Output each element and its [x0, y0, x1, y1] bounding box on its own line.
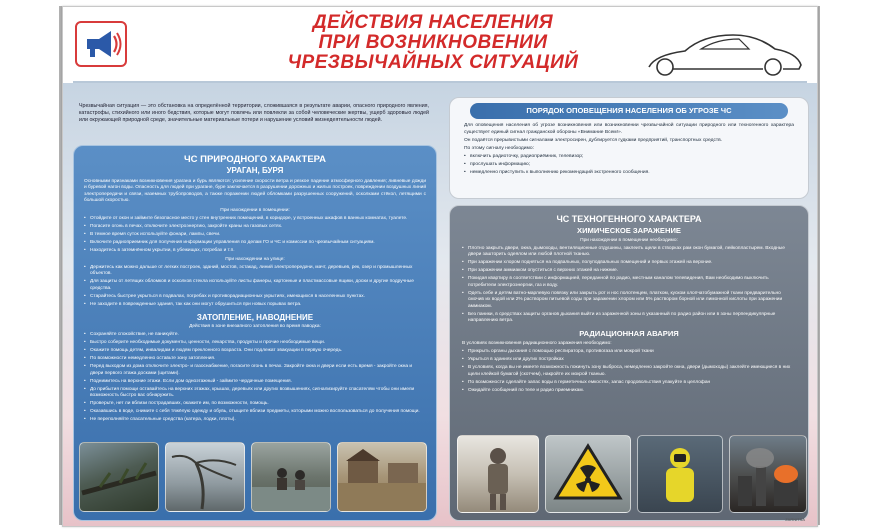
title-line: ДЕЙСТВИЯ НАСЕЛЕНИЯ	[312, 12, 554, 33]
list-item: • Плотно закрыть двери, окна, дымоходы, вентиляционные отдушины, заклеить щели в створках рам окон бумагой, лейкопластырем. Входные двери зашторить одеялом или любой плотной тканью.	[462, 246, 796, 259]
flood-intro: Действия в зоне внезапного затопления во время паводка:	[189, 324, 321, 330]
alert-header-bar	[470, 103, 788, 119]
chemical-heading: ХИМИЧЕСКОЕ ЗАРАЖЕНИЕ	[577, 226, 681, 235]
radiation-intro: В условиях возникновения радиационного заражения необходимо:	[462, 341, 612, 347]
page-title	[193, 13, 673, 73]
megaphone-icon	[77, 23, 125, 65]
list-item: • немедленно приступить к выполнению рекомендаций экстренного сообщения.	[464, 170, 794, 177]
technogenic-heading: ЧС ТЕХНОГЕННОГО ХАРАКТЕРА	[556, 214, 702, 224]
car-outline-icon	[645, 25, 805, 79]
list-item: • прослушать информацию;	[464, 162, 794, 169]
list-item: • Прикрыть органы дыхания с помощью респиратора, противогаза или мокрой ткани	[462, 349, 796, 355]
list-item: • Без паники, в средствах защиты органов дыхания выйти из зараженной зоны в указанный по радио район или в зоны перпендикулярные направлению ветра.	[462, 312, 796, 325]
logo	[75, 21, 127, 67]
list-item: • Покидая квартиру в соответствии с информацией, переданной по радио, местным каналом телевидения, Вам необходимо выключить потребители электроэнергии, газ и воду.	[462, 276, 796, 289]
title-line: ПРИ ВОЗНИКНОВЕНИИ	[318, 32, 548, 53]
list-item: • Находитесь в затемнённом укрытии, в убежищах, погребах и т.п.	[84, 248, 426, 254]
list-item: • Не заходите в поврежденные здания, так как они могут обрушиться при новых порывах ветра.	[84, 302, 426, 308]
list-item: • По возможности сделайте запас воды в герметичных емкостях, запас продовольствия упакуйте в целлофан	[462, 380, 796, 386]
header	[63, 7, 817, 83]
list-item: • включить радиоточку, радиоприёмник, телевизор;	[464, 154, 794, 161]
list-item: • В темное время суток используйте фонари, лампы, свечи.	[84, 232, 426, 238]
hazmat-suit-icon	[638, 436, 722, 512]
factory-fire-icon	[730, 436, 806, 512]
list-item: • По возможности немедленно оставьте зону затопления.	[84, 356, 426, 362]
hurricane-heading: УРАГАН, БУРЯ	[226, 166, 284, 175]
list-item: • Перед выходом из дома отключите электро- и газоснабжение, погасите огонь в печах. Закройте окна и двери если есть время - закройте окна и двери первого этажа досками (щитами).	[84, 364, 426, 377]
list-item: • Сохраняйте спокойствие, не паникуйте.	[84, 332, 426, 338]
alert-panel	[449, 97, 809, 199]
list-item: • Ожидайте сообщений по теле и радио приемникам.	[462, 388, 796, 394]
list-item: • Держитесь как можно дальше от легких построек, зданий, мостов, эстакад, линий электропередачи, мачт, деревьев, рек, озер и промышленных объектов.	[84, 265, 426, 278]
outdoor-title: При нахождении на улице:	[225, 257, 285, 263]
intro-text: Чрезвычайная ситуация — это обстановка на определённой территории, сложившаяся в результате аварии, опасного природного явления, катастрофы, стихийного или иного бедствия, которые могут повлечь или повлекли за собой человеческие жертвы, ущерб здоровью людей или окружающей природной среде, значительные материальные потери и нарушение условий жизнедеятельности людей.	[79, 103, 429, 123]
list-item: • При заражении хлором подняться на подвальных, полуподвальных помещений и первых этажей на верхние.	[462, 260, 796, 266]
flooded-house-icon	[338, 443, 426, 511]
chemical-intro: При нахождении в помещении необходимо:	[580, 238, 678, 243]
poster-board	[62, 6, 818, 527]
list-item: • Окажите помощь детям, инвалидам и людям преклонного возраста. Они подлежат эвакуации в первую очередь.	[84, 348, 426, 354]
hurricane-intro: Основными признаками возникновения урагана и бурь являются: усиление скорости ветра и резкое падение атмосферного давления; ливневые дожди и буревой нагон воды. Опасность для людей при урагане, буре заключается в разрушении дорожных и жилых построек, повреждении воздушных линий электропередачи и связи, наземных трубопроводов, а также поражении людей обломками разрушенных сооружений, осколками стёкол, летящими с большой скоростью.	[84, 179, 426, 204]
people-water-icon	[252, 443, 330, 511]
list-item: • Отойдите от окон и займите безопасное место у стен внутренних помещений, в коридоре, у встроенных шкафов в ванных комнатах, туалете.	[84, 216, 426, 222]
hazmat-photo	[637, 435, 723, 513]
title-line: ЧРЕЗВЫЧАЙНЫХ СИТУАЦИЙ	[287, 52, 579, 73]
radiation-sign-photo	[545, 435, 631, 513]
list-item: • Оказавшись в воде, снимите с себя тяжёлую одежду и обувь, отыщите вблизи предметы, которыми можно воспользоваться до получения помощи.	[84, 409, 426, 415]
list-item: • Проверьте, нет ли вблизи пострадавших, окажите им, по возможности, помощь.	[84, 401, 426, 407]
indoor-title: При нахождении в помещении:	[220, 207, 290, 213]
palm-wind-icon	[166, 443, 244, 511]
person-protective-suit-icon	[458, 436, 538, 512]
list-item: • В условиях, когда вы не имеете возможность покинуть зону выброса, немедленно закройте окна, двери (дымоходы) заклейте имеющиеся в них щели клейкой бумагой (скотчем), накройте их мокрой тканью.	[462, 365, 796, 378]
hurricane-photo	[165, 442, 245, 512]
list-item: • Поднимитесь на верхние этажи. Если дом одноэтажный - займите чердачные помещения.	[84, 379, 426, 385]
list-item: • Не переполняйте спасательные средства (катера, лодки, плоты).	[84, 417, 426, 423]
rescuer-photo	[457, 435, 539, 513]
radiation-warning-icon	[546, 436, 630, 512]
flood-heading: ЗАТОПЛЕНИЕ, НАВОДНЕНИЕ	[196, 313, 314, 323]
list-item: • До прибытия помощи оставайтесь на верхних этажах, крышах, деревьях или других возвышениях, сигнализируйте спасателям чтобы они имели возможность быстро вас обнаружить.	[84, 387, 426, 400]
alert-paragraph: Для оповещения населения об угрозе возникновения или возникновении чрезвычайной ситуации природного или техногенного характера существует единый сигнал гражданской обороны «Внимание Всем!».	[464, 123, 794, 135]
signal-title: По этому сигналу необходимо:	[464, 145, 534, 151]
fallen-tree-icon	[80, 443, 158, 511]
list-item: • Укрыться в зданиях или других постройках	[462, 357, 796, 363]
flood-rescue-photo	[251, 442, 331, 512]
alert-heading: ПОРЯДОК ОПОВЕЩЕНИЯ НАСЕЛЕНИЯ ОБ УГРОЗЕ ЧС	[526, 106, 732, 115]
industrial-fire-photo	[729, 435, 807, 513]
natural-heading: ЧС ПРИРОДНОГО ХАРАКТЕРА	[183, 154, 327, 165]
list-item: • При заражении аммиаком опуститься с верхних этажей на нижние.	[462, 268, 796, 274]
list-item: • Погасите огонь в печах, отключите электроэнергию, закройте краны на газовых сетях.	[84, 224, 426, 230]
list-item: • Старайтесь быстрее укрыться в подвалах, погребах и противорадиационных укрытиях, имеющихся в населенных пунктах.	[84, 294, 426, 300]
storm-damage-photo	[79, 442, 159, 512]
brand-label: ZARNITSA	[785, 517, 805, 522]
list-item: • Одеть себе и детям ватно-марлевую повязку или закрыть рот и нос полотенцем, платком, куском хлопчатобумажной ткани предварительно смочив их водой или 2% раствором питьевой соды при заражении хлором или 5% раствором борной или лимонной кислоты при заражении аммиаком.	[462, 291, 796, 310]
alert-paragraph: Он подаётся прерывистыми сигналами электросирен, дублируется гудками предприятий, транспортных средств.	[464, 137, 723, 143]
radiation-heading: РАДИАЦИОННАЯ АВАРИЯ	[579, 329, 679, 339]
list-item: • Быстро соберите необходимые документы, ценности, лекарства, продукты и прочие необходимые вещи.	[84, 340, 426, 346]
list-item: • Включите радиоприемник для получения информации управления по делам ГО и ЧС и комиссии по чрезвычайным ситуациям.	[84, 240, 426, 246]
flooded-street-photo	[337, 442, 427, 512]
list-item: • Для защиты от летящих обломков и осколков стекла используйте листы фанеры, картонные и пластмассовые ящики, доски и другие подручные средства.	[84, 279, 426, 292]
